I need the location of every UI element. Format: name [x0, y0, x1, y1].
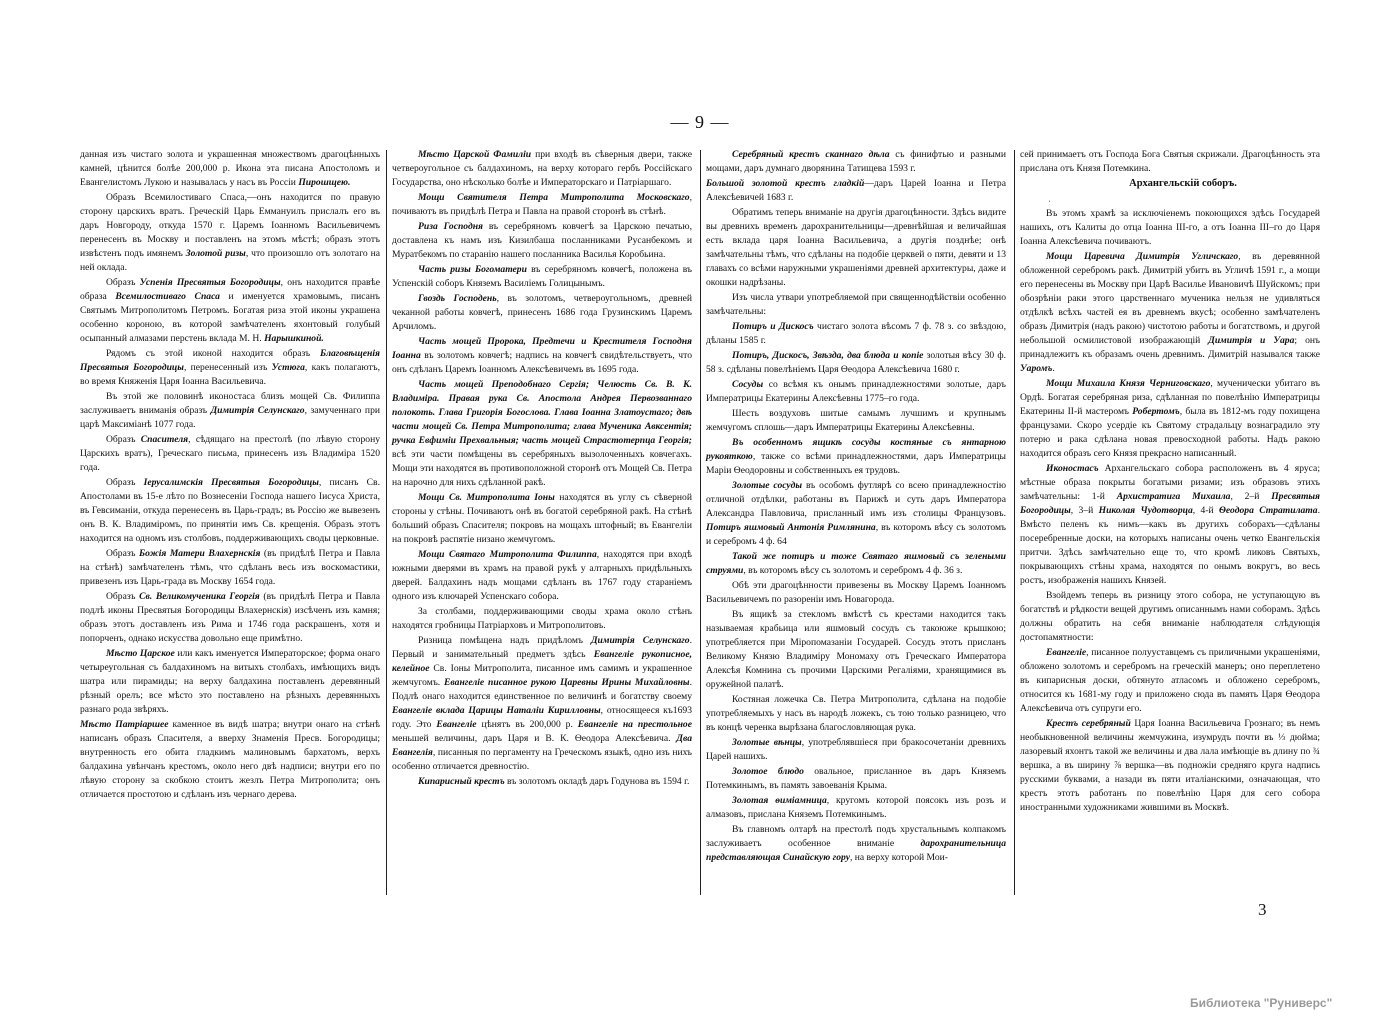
text: или какъ именуется Императорское; форма онаго четыреугольная съ балдахиномъ на витыхъ столбахъ, имѣющихъ видъ шатра или пирамиды; на верху балдахина поставленъ деревянный рѣзный орелъ; все мѣсто это поставлено на рѣзныхъ деревянныхъ разнаго рода звѣряхъ. — [80, 648, 380, 715]
emphasized-text: Потиръ и Дискосъ — [732, 321, 814, 332]
text: Образъ Всемилостиваго Спаса,—онъ находится по правую сторону царскихъ вратъ. Греческій Царь Еммануилъ прислалъ его въ даръ Новгороду, откуда 1570 г. Царемъ Іоанномъ Васильевичемъ перенесенъ въ Москву и поставленъ на этомъ мѣстѣ; образъ этотъ извѣстенъ подъ имянемъ — [80, 192, 380, 259]
text: , какъ полагаютъ, во время Княженія Царя Іоанна Васильевича. — [80, 362, 380, 387]
text: Рядомъ съ этой иконой находится образъ — [106, 348, 320, 359]
text: , 4-й — [1192, 505, 1219, 516]
paragraph — [80, 390, 380, 432]
paragraph — [392, 191, 692, 219]
paragraph — [706, 479, 1006, 549]
emphasized-text: Золотое блюдо — [732, 766, 804, 777]
emphasized-text: Такой же потиръ и тоже Святаго яшмовый съ зелеными струями — [706, 551, 1006, 576]
emphasized-text: Большой золотой крестъ гладкій — [706, 178, 865, 189]
emphasized-text: Золотые сосуды — [732, 480, 803, 491]
text: цѣнятъ въ 200,000 р. — [476, 719, 578, 730]
text: данная изъ чистаго золота и украшенная множествомъ драгоцѣнныхъ камней, цѣнится болѣе 200,000 р. Икона эта писана Апостоломъ и Евангелистомъ Лукою и называлась у насъ въ Россіи — [80, 149, 380, 188]
text: , также со всѣми принадлежностями, даръ Императрицы Маріи Ѳеодоровны и собственныхъ ея трудовъ. — [706, 451, 1006, 476]
paragraph — [392, 548, 692, 604]
emphasized-text: Два Евангелія — [392, 733, 692, 758]
paragraph — [706, 378, 1006, 406]
emphasized-text: Евангеліе вклада Царицы Наталіи Кирилловны — [392, 705, 601, 716]
text: золотыя вѣсу 30 ф. 58 з. сдѣланы повелѣніемъ Царя Ѳеодора Алексѣевича 1680 г. — [706, 350, 1006, 375]
emphasized-text: Потиръ, Дискосъ, Звѣзда, два блюда и копіе — [732, 350, 924, 361]
paragraph — [80, 718, 380, 802]
text: сей принимаетъ отъ Господа Бога Святыя скрижали. Драгоцѣнность эта прислана отъ Князя Потемкина. — [1020, 149, 1320, 174]
text: Изъ числа утвари употребляемой при священнодѣйствіи особенно замѣчательны: — [706, 292, 1006, 317]
emphasized-text: Иконостасъ — [1046, 463, 1099, 474]
text: (въ придѣлѣ Петра и Павла подлѣ иконы Пресвятыя Богородицы Влахернскія) изсѣченъ изъ камня; образъ этотъ доставленъ изъ Рима и 1746 года раскрашенъ, хотя и попорченъ, однако искусства довольно еще примѣтно. — [80, 591, 380, 644]
paragraph — [706, 693, 1006, 735]
paragraph — [1020, 377, 1320, 461]
paragraph — [392, 148, 692, 190]
text: Обратимъ теперь вниманіе на другія драгоцѣнности. Здѣсь видите вы древнихъ временъ дарохранительницы—древнѣйшая и величайшая есть вклада царя Іоанна Васильевича, а другія позднѣе; онѣ замѣчательны тѣмъ, что сдѣланы на подобіе церквей о пяти, девяти и 13 главахъ со всѣми наружными украшеніями древней архитектуры, даже и окошки надрѣзаны. — [706, 207, 1006, 288]
library-watermark: Библиотека "Руниверс" — [1190, 996, 1333, 1010]
text: , что произошло отъ золотаго на ней оклада. — [80, 248, 380, 273]
emphasized-text: Мощи Михаила Князя Черниговскаго — [1046, 378, 1211, 389]
paragraph — [80, 647, 380, 717]
text: . Подлѣ онаго находится единственное по величинѣ и богатству своему — [392, 677, 692, 702]
text: , почиваютъ въ придѣлѣ Петра и Павла на правой сторонѣ въ стѣнѣ. — [392, 192, 692, 217]
text: . — [1052, 363, 1055, 374]
text: Образъ — [106, 477, 144, 488]
text: , въ которомъ вѣсу съ золотомъ и серебромъ 4 ф. 64 — [706, 522, 1006, 547]
text: въ серебряномъ ковчегѣ, положена въ Успенскій соборъ Княземъ Василіемъ Голицынымъ. — [392, 264, 692, 289]
text: , замученнаго при царѣ Максиміанѣ 1077 года. — [80, 405, 380, 430]
text: , писанное полууставцемъ съ приличными украшеніями, обложено золотомъ и серебромъ на греческій манеръ; оно переплетено въ кипарисныя доски, обтянуто атласомъ и обложено серебромъ, относится къ 1681-му году и приложено сюда въ память Царя Ѳеодора Алексѣевича отъ супруги его. — [1020, 647, 1320, 714]
text: , 2–й — [1230, 491, 1272, 502]
paragraph — [392, 378, 692, 490]
paragraph — [706, 148, 1006, 176]
emphasized-text: Евангеліе — [436, 719, 477, 730]
column-divider — [1014, 150, 1015, 895]
paragraph — [706, 765, 1006, 793]
text: чистаго золота вѣсомъ 7 ф. 78 з. со звѣздою, дѣланы 1585 г. — [706, 321, 1006, 346]
text: —даръ Царей Іоанна и Петра Алексѣевичей 1683 г. — [706, 178, 1006, 203]
emphasized-text: дарохранительница представляющая Синайскую гору — [706, 838, 1006, 863]
emphasized-text: Часть мощей Преподобнаго Сергія; Челюсть Св. В. К. Владиміра. Правая рука Св. Апостола Андрея Первозваннаго полокоть. Глава Григорія Богослова. Глава Іоанна Златоустаго; двѣ части мощей Св. Петра Митрополита; глава Мученика Авксентія; ручка Евфиміи Прехвальныя; часть мощей Страстотерпца Георгія; — [392, 379, 692, 446]
column-divider — [700, 150, 701, 895]
text: Шесть воздуховъ шитые самымъ лучшимъ и крупнымъ жемчугомъ сплошь—даръ Императрицы Екатерины Алексѣевны. — [706, 408, 1006, 433]
emphasized-text: Успенія Пресвятыя Богородицы — [139, 277, 281, 288]
paragraph — [392, 335, 692, 377]
text: находятся въ углу съ сѣверной стороны у стѣны. Почиваютъ онѣ въ богатой серебряной ракѣ. На стѣнѣ больший образъ Спасителя; покровъ на мощахъ штофный; въ Евангеліи на покровѣ распятіе низано жемчугомъ. — [392, 492, 692, 545]
text: , употреблявшіеся при бракосочетаніи древнихъ Царей нашихъ. — [706, 737, 1006, 762]
paragraph — [1020, 462, 1320, 588]
text: , въ деревянной обложенной серебромъ ракѣ. Димитрій убитъ въ Угличѣ 1591 г., а мощи его перенесены въ Москву при Царѣ Василье Ивановичѣ Шуйскомъ; при обозрѣніи раки этого царственнаго мученика нельзя не удивляться отдѣлкѣ всѣхъ частей ея въ древнемъ вкусѣ; особенно замѣчателенъ образъ Димитрія (надъ ракою) чистотою работы и богатствомъ, и другой небольшой осмилистовой изображающій — [1020, 251, 1320, 346]
column-4 — [1020, 148, 1320, 815]
paragraph — [80, 276, 380, 346]
text: при входѣ въ сѣверныя двери, также четвероугольное съ балдахиномъ, на верху котораго гербъ Россійскаго Государства, оно нѣсколько болѣе и Императорскаго и Патріаршаго. — [392, 149, 692, 188]
emphasized-text: Благовѣщенія Пресвятыя Богородицы — [80, 348, 380, 373]
paragraph — [1020, 717, 1320, 815]
emphasized-text: Евангеліе на престольное — [577, 719, 692, 730]
column-2 — [392, 148, 692, 789]
text: Св. Іоны Митрополита, писанное имъ самимъ и украшенное жемчугомъ. — [392, 663, 692, 688]
paragraph — [1020, 589, 1320, 645]
emphasized-text: Часть мощей Пророка, Предтечи и Крестителя Господня Іоанна — [392, 336, 692, 361]
emphasized-text: Крестъ серебряный — [1046, 718, 1131, 729]
text: ; онъ принадлежитъ къ образамъ очень древнимъ. Димитрій назывался также — [1020, 335, 1320, 360]
emphasized-text: Риза Господня — [418, 221, 483, 232]
paragraph — [392, 292, 692, 334]
emphasized-text: Кипарисный крестъ — [418, 776, 505, 787]
paragraph — [1020, 250, 1320, 376]
emphasized-text: Ѳеодора Стратилата — [1218, 505, 1318, 516]
text: Костяная ложечка Св. Петра Митрополита, сдѣлана на подобіе употребляемыхъ у насъ въ народѣ ложекъ, съ тою только разницею, что въ концѣ черенка вырѣзана благословляющая рука. — [706, 694, 1006, 733]
paragraph — [80, 590, 380, 646]
emphasized-text: Іерусалимскія Пресвятыя Богородицы — [143, 477, 319, 488]
paragraph — [706, 177, 1006, 205]
emphasized-text: Сосуды — [732, 379, 764, 390]
emphasized-text: Димитрія Селунскаго — [591, 635, 690, 646]
emphasized-text: Всемилостиваго Спаса — [115, 291, 220, 302]
text: , онъ находится правѣе образа — [80, 277, 380, 302]
text: , въ золотомъ, четвероугольномъ, древней чеканной работы ковчегѣ, принесенъ 1686 года Грузинскимъ Царемъ Арчиломъ. — [392, 293, 692, 332]
emphasized-text: Божія Матери Влахернскія — [138, 548, 261, 559]
paragraph — [706, 550, 1006, 578]
emphasized-text: Евангеліе — [1046, 647, 1087, 658]
text: , находятся при входѣ южными дверями въ храмъ на правой рукѣ у алтарныхъ придѣльныхъ дверей. Балдахинъ надъ мощами сдѣланъ въ 1767 году стараніемъ одного изъ ключарей Успенскаго собора. — [392, 549, 692, 602]
paragraph — [80, 191, 380, 275]
paragraph — [706, 206, 1006, 290]
emphasized-text: Золотой ризы — [185, 248, 246, 259]
sheet-number: 3 — [1258, 900, 1267, 919]
emphasized-text: Потиръ яшмовый Антонія Римлянина — [706, 522, 876, 533]
paragraph — [392, 775, 692, 789]
paragraph — [80, 547, 380, 589]
emphasized-text: Мѣсто Царское — [106, 648, 175, 659]
text: , въ которомъ вѣсу съ золотомъ и серебромъ 4 ф. 36 з. — [743, 565, 963, 576]
emphasized-text: Робертомъ — [1132, 406, 1180, 417]
text: Образъ — [106, 548, 139, 559]
emphasized-text: Архистратига Михаила — [1116, 491, 1231, 502]
paragraph — [706, 579, 1006, 607]
text: , относящееся къ1693 году. Это — [392, 705, 692, 730]
paragraph — [80, 433, 380, 475]
emphasized-text: Гвоздь Господень — [418, 293, 497, 304]
emphasized-text: Золотая ѳиміамница — [732, 795, 827, 806]
text: Архангельскій соборъ. — [1129, 178, 1237, 189]
paragraph — [80, 148, 380, 190]
paragraph — [1020, 207, 1320, 249]
emphasized-text: Николая Чудотворца — [1098, 505, 1193, 516]
emphasized-text: Мѣсто Патріаршее — [80, 719, 169, 730]
paragraph — [706, 736, 1006, 764]
page-number: — 9 — — [670, 112, 730, 132]
column-3 — [706, 148, 1006, 865]
emphasized-text: Димитрія Селунскаго — [210, 405, 305, 416]
text: Ризница помѣщена надъ придѣломъ — [418, 635, 591, 646]
paragraph — [706, 794, 1006, 822]
emphasized-text: Мощи Святаго Митрополита Филиппа — [418, 549, 597, 560]
text: , была въ 1812-мъ году похищена французами. Скоро усердіе къ Святому страдальцу вознаградило эту потерю и рака сдѣлана новая превосходной работы. Надъ ракою находится образъ сего Князя прекрасно написанный. — [1020, 406, 1321, 459]
emphasized-text: Мощи Святителя Петра Митрополита Московскаго — [418, 192, 690, 203]
text: , 3–й — [1070, 505, 1099, 516]
paragraph — [80, 476, 380, 546]
text: , сѣдящаго на престолѣ (по лѣвую сторону Царскихъ вратъ), Греческаго письма, принесенъ изъ Владиміра 1520 года. — [80, 434, 380, 473]
text: съ финифтью и разными мощами, даръ думнаго дворянина Татищева 1593 г. — [706, 149, 1006, 174]
ink-speck: ˌ — [1048, 192, 1052, 203]
emphasized-text: Св. Великомученика Георгія — [139, 591, 260, 602]
text: Въ ящикѣ за стекломъ вмѣстѣ съ крестами находится такъ называемая крабьица или яшмовый сосудъ съ такоюже крышкою; употребляется при Міропомазаніи Государей. Сосудъ этотъ присланъ Великому Князю Владиміру Мономаху отъ Греческаго Императора Алексѣя Комнина съ прочими Царскими Регаліями, хранящимися въ оружейной палатѣ. — [706, 609, 1006, 690]
emphasized-text: Уаромъ — [1020, 363, 1053, 374]
paragraph — [706, 608, 1006, 692]
emphasized-text: Устюга — [271, 362, 305, 373]
column-1 — [80, 148, 380, 802]
paragraph — [392, 491, 692, 547]
text: въ золотомъ ковчегѣ; надпись на ковчегѣ свидѣтельствуетъ, что онъ сдѣланъ Царемъ Іоанномъ Алексѣевичемъ въ 1695 года. — [392, 350, 692, 375]
paragraph — [706, 823, 1006, 865]
column-divider — [386, 150, 387, 895]
emphasized-text: Пресвятыя Богородицы — [1020, 491, 1320, 516]
emphasized-text: Серебряный крестъ сканнаго дѣла — [732, 149, 890, 160]
text: За столбами, поддерживающими своды храма около стѣнъ находятся гробницы Патріарховъ и Митрополитовъ. — [392, 606, 692, 631]
text: въ особомъ футлярѣ со всею принадлежностію отличной отдѣлки, работаны въ Парижѣ и суть даръ Императора Александра Павловича, присланный имъ изъ столицы Французовъ. — [706, 480, 1006, 519]
emphasized-text: Спасителя — [140, 434, 189, 445]
emphasized-text: Димитрія и Уара — [1208, 335, 1295, 346]
text: , писанъ Св. Апостолами въ 15-е лѣто по Вознесеніи Господа нашего Іисуса Христа, въ Гевсиманіи, откуда перенесенъ въ Царь-градъ; въ Россію же вывезенъ онъ В. К. Владиміромъ, по принятіи имъ Св. крещенія. Образъ этотъ находится на одномъ изъ столбовъ, поддерживающихъ своды церковные. — [80, 477, 380, 544]
text: , перенесенный изъ — [183, 362, 272, 373]
emphasized-text: Пирошщею. — [298, 177, 351, 188]
text: Образъ — [106, 277, 140, 288]
paragraph — [706, 291, 1006, 319]
text: Въ главномъ олтарѣ на престолѣ подъ хрустальнымъ колпакомъ заслуживаетъ особенное вниманіе — [706, 824, 1006, 849]
section-heading — [1020, 177, 1320, 191]
emphasized-text: Нарышкиной. — [264, 333, 324, 344]
text: , на верху которой Мои- — [849, 852, 948, 863]
paragraph — [392, 605, 692, 633]
emphasized-text: Золотые вѣнцы — [732, 737, 802, 748]
paragraph — [1020, 646, 1320, 716]
paragraph — [392, 263, 692, 291]
text: со всѣмя къ онымъ принадлежностями золотые, даръ Императрицы Екатерины Алексѣевны 1775–го года. — [706, 379, 1006, 404]
paragraph — [392, 220, 692, 262]
emphasized-text: Мѣсто Царской Фамиліи — [418, 149, 532, 160]
text: Образъ — [106, 434, 141, 445]
text: Царя Іоанна Васильевича Грознаго; въ немъ необыкновенной величины жемчужина, изумрудъ почти въ ⅓ дюйма; лазоревый яхонтъ такой же величины и два лала имѣющіе въ длину по ¾ вершка, а въ ширину ⅞ вершка—въ подножіи средняго круга надпись русскими буквами, а назади въ пяти италіанскими, означающая, что крестъ этотъ работанъ по повелѣнію Царя для сего собора иностранными художниками жившими въ Москвѣ. — [1020, 718, 1320, 813]
emphasized-text: Въ особенномъ ящикѣ сосуды костяные съ янтарною рукояткою — [706, 437, 1006, 462]
paragraph — [706, 407, 1006, 435]
text: Въ этой же половинѣ иконостаса близъ мощей Св. Филиппа заслуживаетъ вниманія образъ — [80, 391, 380, 416]
text: Обѣ эти драгоцѣнности привезены въ Москву Царемъ Іоанномъ Васильевичемъ по разореніи имъ Новагорода. — [706, 580, 1006, 605]
text: Архангельскаго собора расположенъ въ 4 яруса; мѣстные образа покрыты богатыми ризами; изъ образовъ этихъ замѣчательны: 1-й — [1020, 463, 1320, 502]
emphasized-text: Мощи Св. Митрополита Іоны — [418, 492, 555, 503]
paragraph — [706, 320, 1006, 348]
text: (въ придѣлѣ Петра и Павла на стѣнѣ) замѣчателенъ тѣмъ, что сдѣланъ весь изъ воскомастики, привезенъ изъ Царь-града въ Москву 1654 года. — [80, 548, 380, 587]
text: , мученически убитаго въ Ордѣ. Богатая серебряная риза, сдѣланная по повелѣнію Императрицы Екатерины II-й мастеромъ — [1020, 378, 1320, 417]
text: , кругомъ которой поясокъ изъ розъ и алмазовъ, прислана Княземъ Потемкинымъ. — [706, 795, 1006, 820]
text: Взойдемъ теперь въ ризницу этого собора, не уступающую въ богатствѣ и рѣдкости вещей другимъ описаннымъ нами соборамъ. Здѣсь должны обратить на себя вниманіе наблюдателя слѣдующія достопамятности: — [1020, 590, 1320, 643]
text: . Первый и занимательный предметъ здѣсь — [392, 635, 692, 660]
text: . Вмѣсто пеленъ къ нимъ—какъ въ другихъ соборахъ—сдѣланы посеребренные доски, на которыхъ написаны очень четко Евангельскія притчи. Здѣсь замѣчательно еще то, что кромѣ ликовъ Святыхъ, покрывающихъ стѣны храма, находятся по онымъ вокругъ, во весь ростъ, изображенія нашихъ Князей. — [1020, 505, 1320, 586]
paragraph — [1020, 148, 1320, 176]
emphasized-text: Евангеліе писанное рукою Царевны Ирины Михайловны — [444, 677, 690, 688]
text: Въ этомъ храмѣ за исключіенемъ покоющихся здѣсь Государей нашихъ, отъ Калиты до отца Іоанна III-го, а отъ Іоанна III–го до Царя Іоанна Алексѣевича почиваютъ. — [1020, 208, 1320, 247]
emphasized-text: Мощи Царевича Димитрія Угличскаго — [1046, 251, 1239, 262]
text: всѣ эти части помѣщены въ серебряныхъ вызолоченныхъ ковчегахъ. Мощи эти находятся въ противоположной сторонѣ отъ Мощей Св. Петра на нарочно для нихъ сдѣланной ракѣ. — [392, 449, 692, 488]
emphasized-text: Евангеліе рукописное, келейное — [392, 649, 692, 674]
text: и именуется храмовымъ, писанъ Святымъ Митрополитомъ Петромъ. Богатая риза этой иконы украшена особенно короною, въ которой замѣчателенъ яхонтовый голубый осыпанный алмазами перстень вклада М. Н. — [80, 291, 380, 344]
text: въ серебряномъ ковчегѣ за Царскою печатью, доставлена къ намъ изъ Кизилбаша посланниками Русанбекомъ и Муратбекомъ по старанію нашего посланника Василья Коробьина. — [392, 221, 692, 260]
text: Образъ — [106, 591, 140, 602]
paragraph — [392, 634, 692, 774]
text: каменное въ видѣ шатра; внутри онаго на стѣнѣ написанъ образъ Спасителя, а вверху Знаменія Пресв. Богородицы; внутренность его обита гладкимъ малиновымъ бархатомъ, верхъ балдахина увѣнчанъ крестомъ, около него двѣ надписи; внутри его по лѣвую сторону за скобкою стоитъ жезлъ Петра Митрополита; онъ отличается простотою и сдѣланъ изъ чернаго дерева. — [80, 719, 380, 800]
text: меньшей величины, даръ Царя и В. К. Ѳеодора Алексѣевича. — [392, 733, 677, 744]
paragraph — [80, 347, 380, 389]
text: , писанныя по пергаменту на Греческомъ языкѣ, одно изъ нихъ особенно отличается древностію. — [392, 747, 692, 772]
text: овальное, присланное въ даръ Княземъ Потемкинымъ, въ память завоеванія Крыма. — [706, 766, 1006, 791]
paragraph — [706, 349, 1006, 377]
emphasized-text: Часть ризы Богоматери — [418, 264, 527, 275]
paragraph — [706, 436, 1006, 478]
text: въ золотомъ окладѣ даръ Годунова въ 1594 г. — [504, 776, 690, 787]
